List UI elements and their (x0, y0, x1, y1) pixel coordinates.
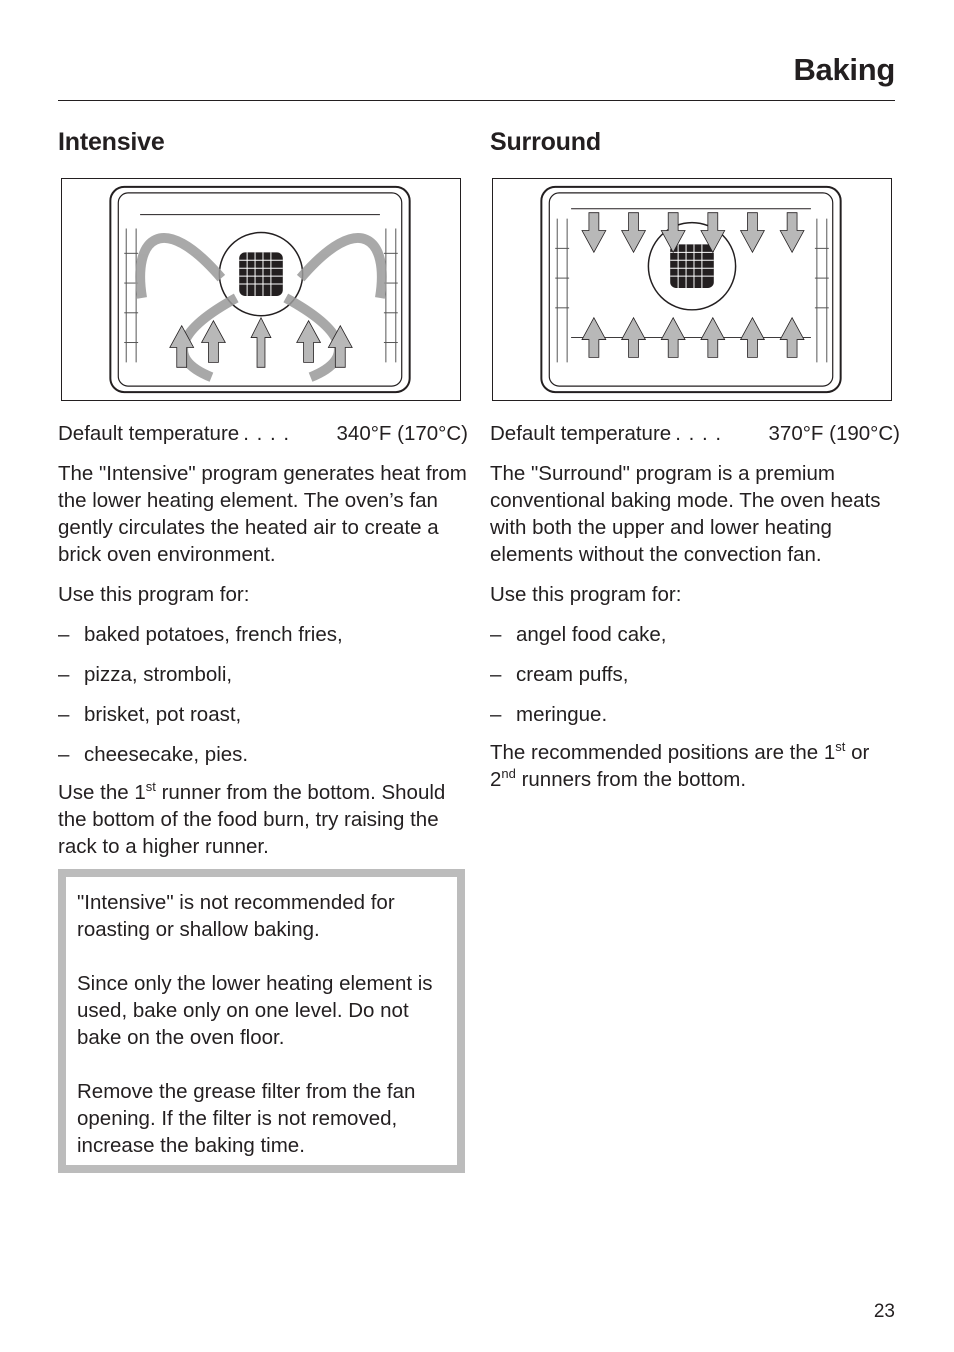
intensive-description: The "Intensive" program generates heat from the lower heating element. The oven’s fan gently circulates the heated air to create a brick oven environment. (58, 462, 467, 566)
intensive-warning-box (58, 869, 465, 1173)
temp-leader-dots: . . . . (243, 422, 291, 445)
list-item: – pizza, stromboli, (58, 663, 233, 686)
surround-use-list (490, 621, 900, 728)
header-rule (58, 100, 895, 101)
surround-description: The "Surround" program is a premium conventional baking mode. The oven heats with both the upper and lower heating elements without the convection fan. (490, 462, 881, 566)
page-number: 23 (873, 1301, 895, 1322)
section-title: Baking (793, 52, 895, 87)
surround-positions-note: The recommended positions are the 1st or 2nd runners from the bottom. (490, 739, 870, 791)
surround-heading: Surround (490, 128, 601, 156)
surround-oven-diagram (492, 178, 892, 401)
warning-text: "Intensive" is not recommended for roasting or shallow baking. (77, 891, 395, 941)
intensive-heading: Intensive (58, 128, 165, 156)
list-item: – meringue. (490, 703, 608, 726)
list-item: – cream puffs, (490, 663, 629, 686)
temp-value: 340°F (170°C) (336, 422, 468, 445)
warning-text: Since only the lower heating element is used, bake only on one level. Do not bake on the oven floor. (77, 972, 433, 1049)
list-item: – baked potatoes, french fries, (58, 623, 343, 646)
warning-text: Remove the grease filter from the fan opening. If the filter is not removed, increase the baking time. (77, 1080, 416, 1157)
intensive-default-temperature (58, 420, 468, 447)
intensive-column (58, 125, 468, 1173)
temp-label: Default temperature (58, 422, 240, 445)
temp-leader-dots: . . . . (675, 422, 723, 445)
intensive-runner-note: Use the 1st runner from the bottom. Should the bottom of the food burn, try raising the rack to a higher runner. (58, 779, 446, 858)
surround-default-temperature (490, 420, 900, 447)
intensive-oven-diagram (61, 178, 461, 401)
intensive-use-for: Use this program for: (58, 583, 250, 606)
temp-label: Default temperature (490, 422, 672, 445)
intensive-use-list (58, 621, 468, 768)
surround-use-for: Use this program for: (490, 583, 682, 606)
list-item: – angel food cake, (490, 623, 667, 646)
list-item: – brisket, pot roast, (58, 703, 242, 726)
surround-column (490, 125, 900, 793)
list-item: – cheesecake, pies. (58, 743, 249, 766)
temp-value: 370°F (190°C) (768, 422, 900, 445)
